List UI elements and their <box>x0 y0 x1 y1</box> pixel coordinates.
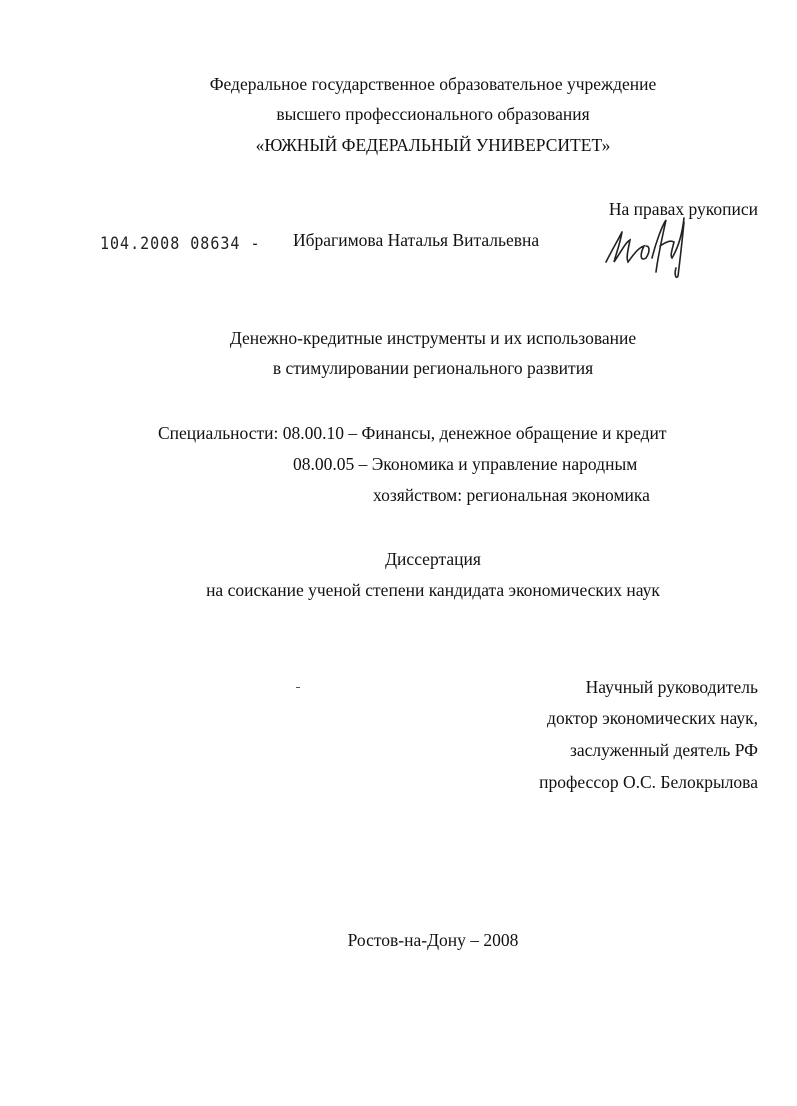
specialty-line-3: хозяйством: региональная экономика <box>373 485 650 505</box>
specialty-line-1: Специальности: 08.00.10 – Финансы, денежное обращение и кредит <box>158 423 667 443</box>
dissertation-label: Диссертация <box>385 549 481 569</box>
supervisor-label: Научный руководитель <box>585 677 758 697</box>
supervisor-honor: заслуженный деятель РФ <box>569 740 758 760</box>
author-name: Ибрагимова Наталья Витальевна <box>293 230 540 250</box>
stamp-number: 104.2008 08634 - <box>100 232 261 254</box>
signature-icon <box>600 212 695 280</box>
supervisor-name: профессор О.С. Белокрылова <box>539 772 758 792</box>
university-name: «ЮЖНЫЙ ФЕДЕРАЛЬНЫЙ УНИВЕРСИТЕТ» <box>255 135 611 155</box>
dissertation-title-line-1: Денежно-кредитные инструменты и их использование <box>229 328 637 348</box>
city-year: Ростов-на-Дону – 2008 <box>347 930 519 950</box>
degree-line: на соискание ученой степени кандидата экономических наук <box>206 580 660 600</box>
supervisor-degree: доктор экономических наук, <box>547 708 758 728</box>
dissertation-title-line-2: в стимулировании регионального развития <box>272 358 594 378</box>
manuscript-note: На правах рукописи <box>608 199 758 219</box>
scan-mark <box>296 687 300 688</box>
specialty-line-2: 08.00.05 – Экономика и управление народным <box>293 454 638 474</box>
institution-line-1: Федеральное государственное образовательное учреждение <box>209 74 657 94</box>
institution-line-2: высшего профессионального образования <box>276 104 590 124</box>
